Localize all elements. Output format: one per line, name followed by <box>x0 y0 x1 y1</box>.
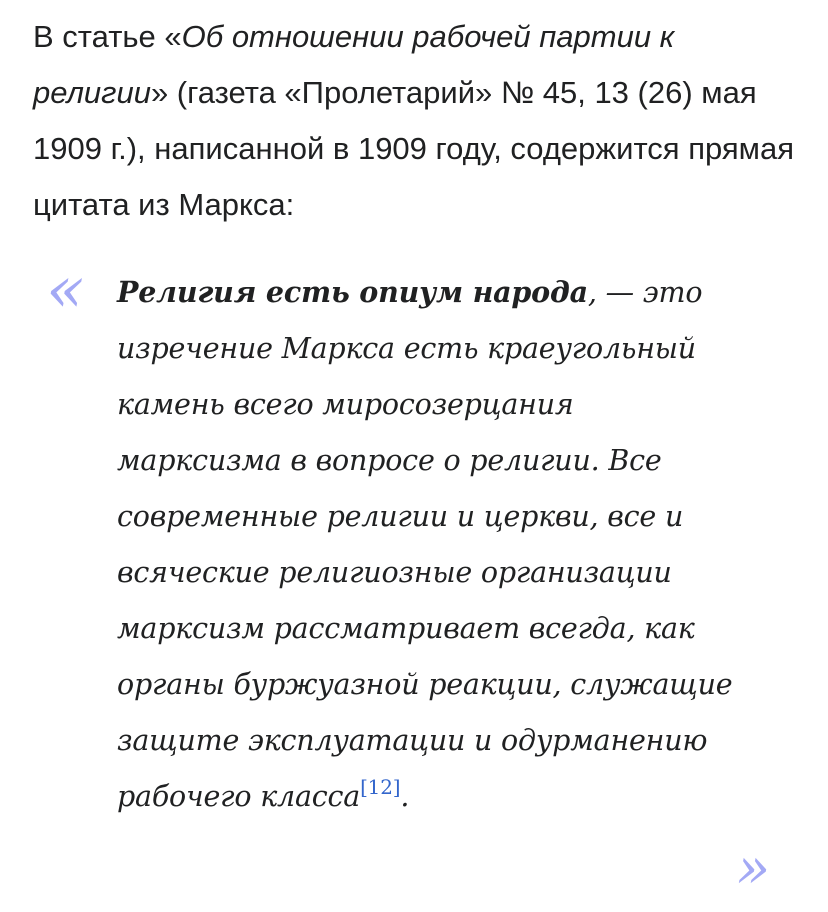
blockquote <box>0 253 828 912</box>
quote-bold-phrase: Религия есть опиум народа <box>117 275 588 309</box>
open-quote-icon: « <box>46 253 86 327</box>
quote-end-punct: . <box>400 780 410 813</box>
intro-suffix: » (газета «Пролетарий» № 45, 13 (26) мая 1909 г.), написанной в 1909 году, содержится прямая цитата из Маркса: <box>33 75 795 222</box>
quote-body: , — это изречение Маркса есть краеугольный камень всего миросозерцания марксизма в вопросе о религии. Все современные религии и церкви, все и всяческие религиозные организации марксизм рассматривает всегда, как органы буржуазной реакции, служащие защите эксплуатации и одурманению рабочего класса <box>117 276 733 813</box>
quote-text <box>117 264 737 825</box>
intro-prefix: В статье « <box>33 19 182 54</box>
close-quote-icon: » <box>736 836 771 901</box>
intro-paragraph <box>33 9 803 233</box>
article-title: Об отношении рабочей партии к религии <box>33 19 675 110</box>
reference-link[interactable]: [12] <box>360 775 401 799</box>
